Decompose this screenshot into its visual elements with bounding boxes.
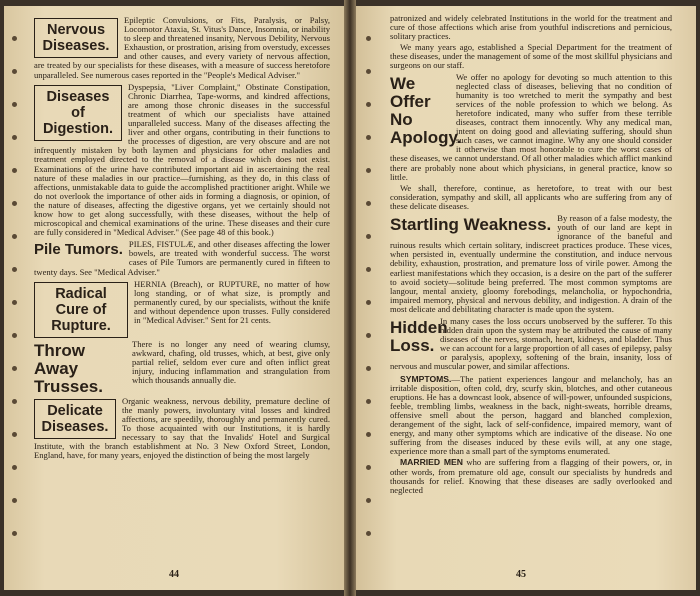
book-gutter xyxy=(344,0,356,596)
heading-we-offer-no-apology: We Offer No Apology. xyxy=(390,73,462,147)
right-page xyxy=(356,6,696,590)
section-delicate xyxy=(34,397,330,461)
married-paragraph xyxy=(390,458,672,494)
heading-radical-cure: Radical Cure of Rupture. xyxy=(34,282,128,338)
text-rupture: HERNIA (Breach), or RUPTURE, no matter of how long standing, or of what size, is promptly and permanently cured, by our specialists, without the knife and without dependence upon trusses. Fully considered in "Medical Adviser." Sent for 21 cents. xyxy=(134,278,330,325)
text-piles: PILES, FISTULÆ, and other diseases affecting the lower bowels, are treated with wonderful success. The worst cases of Pile Tumors are permanently cured in fifteen to twenty days. See "Medical Adviser." xyxy=(34,239,330,277)
symptoms-label: SYMPTOMS. xyxy=(400,373,452,384)
intro-text: patronized and widely celebrated Institutions in the world for the treatment and cure of those affections which arise from youthful indiscretions and pernicious, solitary practices. xyxy=(390,13,672,42)
text-startling: By reason of a false modesty, the youth of our land are kept in ignorance of the baneful and ruinous results which certain solitary, indiscreet practices produce. These vices, when persisted in, eventually undermine the constitution, and induce nervous debility, exhaustion, prostration, and premature loss of virile power. Among the earliest manifestations which they occasion, is a desire on the part of the sufferer to avoid society—solitude being preferred. The most common symptoms are langour, mental anxiety, gloomy forebodings, melancholia, or hypochondria, impaired memory, physical and nervous debility, and indigestion. A drain of the most delicate and debilitating character is made upon the system. xyxy=(390,212,672,314)
heading-startling-weakness: Startling Weakness. xyxy=(390,214,552,234)
section-trusses xyxy=(34,338,330,396)
text-digestion: Dyspepsia, "Liver Complaint," Obstinate Constipation, Chronic Diarrhea, Tape-worms, and kindred affections, are among those chronic diseases in the successful treatment of which our specialists have attained unparalleled success. Many of the diseases affecting the liver and other organs, contributing in their functions to the processes of digestion, are very obscure and are not infrequently mistaken by both laymen and physicians for other maladies and treatment employed directed to the removal of a disease which does not exist. Examinations of the urine have contributed important aid in ascertaining the real nature of these maladies in our practice—furnishing, as they do, in this class of affections, unmistakable data to guide the accomplished practitioner aright. While we do not overlook the importance of other aids in forming a diagnosis, or opinion, of the nature of diseases, affecting the digestive organs, yet we certainly should not know how to get along successfully, with these diseases, without the help of microscopical and chemical examinations of the urine. These diseases and their cure are fully considered in "Medical Adviser." (See page 48 of this book.) xyxy=(34,81,330,238)
married-text: who are suffering from a flagging of their powers, or, in other words, from premature old age, consult our specialists by hundreds and thousands for relief. Knowing that these diseases are sadly overlooked and neglected xyxy=(390,457,672,495)
section-digestion xyxy=(34,83,330,238)
section-no-apology xyxy=(390,73,672,211)
text-hidden-loss: In many cases the loss occurs unobserved by the sufferer. To this hidden drain upon the system may be attributed the cause of many diseases of the nerves, stomach, heart, kidneys, and bladder. Thus we can account for a large proportion of all cases of epilepsy, palsy or paralysis, apoplexy, softening of the brain, insanity, loss of nervous and muscular power, and similar affections. xyxy=(390,316,672,372)
married-label: MARRIED MEN xyxy=(400,457,463,468)
text-nervous: Epileptic Convulsions, or Fits, Paralysis, or Palsy, Locomotor Ataxia, St. Vitus's Dance, Insomnia, or inability to sleep and threatened insanity, Nervous Debility, Nervous Exhaustion, or prostration, arising from overstudy, excesses and other causes, and every variety of nervous affection, are treated by our specialists for these diseases, with a measure of success heretofore unparalleled. See numerous cases reported in the "People's Medical Adviser." xyxy=(34,15,330,80)
heading-nervous-diseases: Nervous Diseases. xyxy=(34,18,118,58)
section-rupture xyxy=(34,278,330,334)
page-number-left: 44 xyxy=(169,569,179,580)
symptoms-text: —The patient experiences langour and melancholy, has an irritable disposition, often cold, dry, scurfy skin, blotches, and other cutaneous eruptions. He has a downcast look, absence of will-power, unfounded suspicions, feeble, trembling limbs, weakness in the back, night-sweats, horrible dreams, offensive smell about the person, haggard and blanched complexion, derangement of the sight, lack of self-confidence, impaired memory, want of energy, and many other symptoms which are indicative of the disease. No one suffering from the diseases induced by these evils will, at any one stage, experience more than a small part of the symptoms enumerated. xyxy=(390,373,672,457)
section-nervous xyxy=(34,16,330,80)
heading-diseases-digestion: Diseases of Digestion. xyxy=(34,85,122,141)
section-piles xyxy=(34,240,330,276)
heading-throw-away-trusses: Throw Away Trusses. xyxy=(34,340,103,396)
section-hidden-loss xyxy=(390,317,672,372)
text-delicate: Organic weakness, nervous debility, premature decline of the manly powers, involuntary vital losses and kindred affections, are speedily, thoroughly and permanently cured. To those acquainted with our Institutions, it is hardly necessary to say that the Invalids' Hotel and Surgical Institute, with the branch establishment at No. 3 New Oxford Street, London, England, have, for many years, enjoyed the distinction of being the most largely xyxy=(34,395,330,461)
heading-delicate-diseases: Delicate Diseases. xyxy=(34,399,116,439)
heading-hidden-loss: Hidden Loss. xyxy=(390,318,448,355)
symptoms-paragraph xyxy=(390,375,672,457)
intro-text-2: We many years ago, established a Special Department for the treatment of these diseases, under the management of some of the most skillful physicians and surgeons on our staff. xyxy=(390,42,672,71)
page-number-right: 45 xyxy=(516,569,526,580)
text-no-apology: We offer no apology for devoting so much attention to this neglected class of diseases, believing that no condition of humanity is too wretched to merit the sympathy and best services of the noble profession to which we belong. As heretofore indicated, many who suffer from these terrible diseases, contract them innocently. Why any medical man, intent on doing good and alleviating suffering, should shun such cases, we cannot imagine. Why any one should consider it otherwise than most honorable to cure the worst cases of these diseases, we cannot understand. Of all other maladies which afflict mankind there are probably none about which physicians, in general practice, know so little. xyxy=(390,71,672,182)
heading-pile-tumors: Pile Tumors. xyxy=(34,241,123,259)
text-trusses: There is no longer any need of wearing clumsy, awkward, chafing, old trusses, which, at best, give only partial relief, seldom ever cure and often inflict great injury, inducing inflammation and strangulation from which thousands annually die. xyxy=(132,338,330,385)
section-startling xyxy=(390,214,672,314)
text-no-apology-2: We shall, therefore, continue, as heretofore, to treat with our best consideration, sympathy and skill, all applicants who are suffering from any of these delicate diseases. xyxy=(390,182,672,211)
left-page xyxy=(4,6,344,590)
